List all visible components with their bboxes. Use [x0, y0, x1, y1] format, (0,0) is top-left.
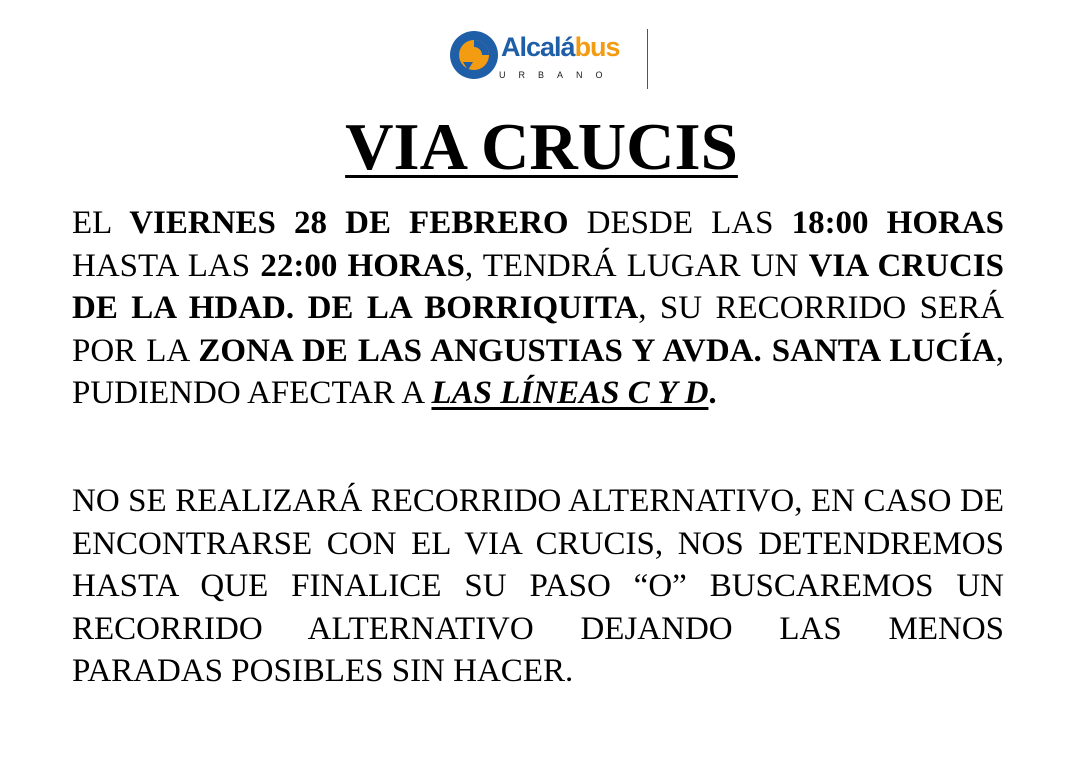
p1-text-2: DESDE LAS [568, 205, 792, 241]
p1-zone: ZONA DE LAS ANGUSTIAS Y AVDA. SANTA LUCÍA [198, 332, 996, 369]
logo-name [501, 30, 620, 64]
p1-text-5: , SU RECORRIDO SERÁ POR LA [72, 290, 1004, 369]
p1-text-1: EL [72, 205, 130, 241]
notice-paragraph-1 [72, 202, 1004, 415]
logo-name-main: Alcalá [501, 32, 575, 62]
p1-text-3: HASTA LAS [72, 247, 261, 284]
bus-logo-icon [449, 30, 499, 80]
p1-date: VIERNES 28 DE FEBRERO [129, 205, 569, 241]
logo-name-accent: bus [574, 32, 620, 62]
page-title [0, 108, 1083, 186]
page-title-text: VIA CRUCIS [345, 110, 738, 184]
p1-end-period: . [708, 375, 717, 411]
p1-event: VIA CRUCIS DE LA HDAD. DE LA BORRIQUITA [72, 247, 1004, 326]
p1-affected-lines: LAS LÍNEAS C Y D [431, 375, 709, 411]
p1-start-time: 18:00 HORAS [791, 205, 1005, 241]
notice-paragraph-2: NO SE REALIZARÁ RECORRIDO ALTERNATIVO, EN CASO DE ENCONTRARSE CON EL VIA CRUCIS, NOS DETENDREMOS HASTA QUE FINALICE SU PASO “O” BUSCAREMOS UN RECORRIDO ALTERNATIVO DEJANDO LAS MENOS PARADAS POSIBLES SIN HACER. [72, 483, 1004, 689]
p1-end-time: 22:00 HORAS [260, 247, 465, 284]
alcalabus-logo [449, 27, 654, 89]
p1-text-4: , TENDRÁ LUGAR UN [464, 247, 809, 284]
logo-subtitle: URBANO [499, 70, 616, 80]
logo-divider [647, 29, 648, 89]
p1-text-6: , PUDIENDO AFECTAR A [72, 332, 1004, 411]
